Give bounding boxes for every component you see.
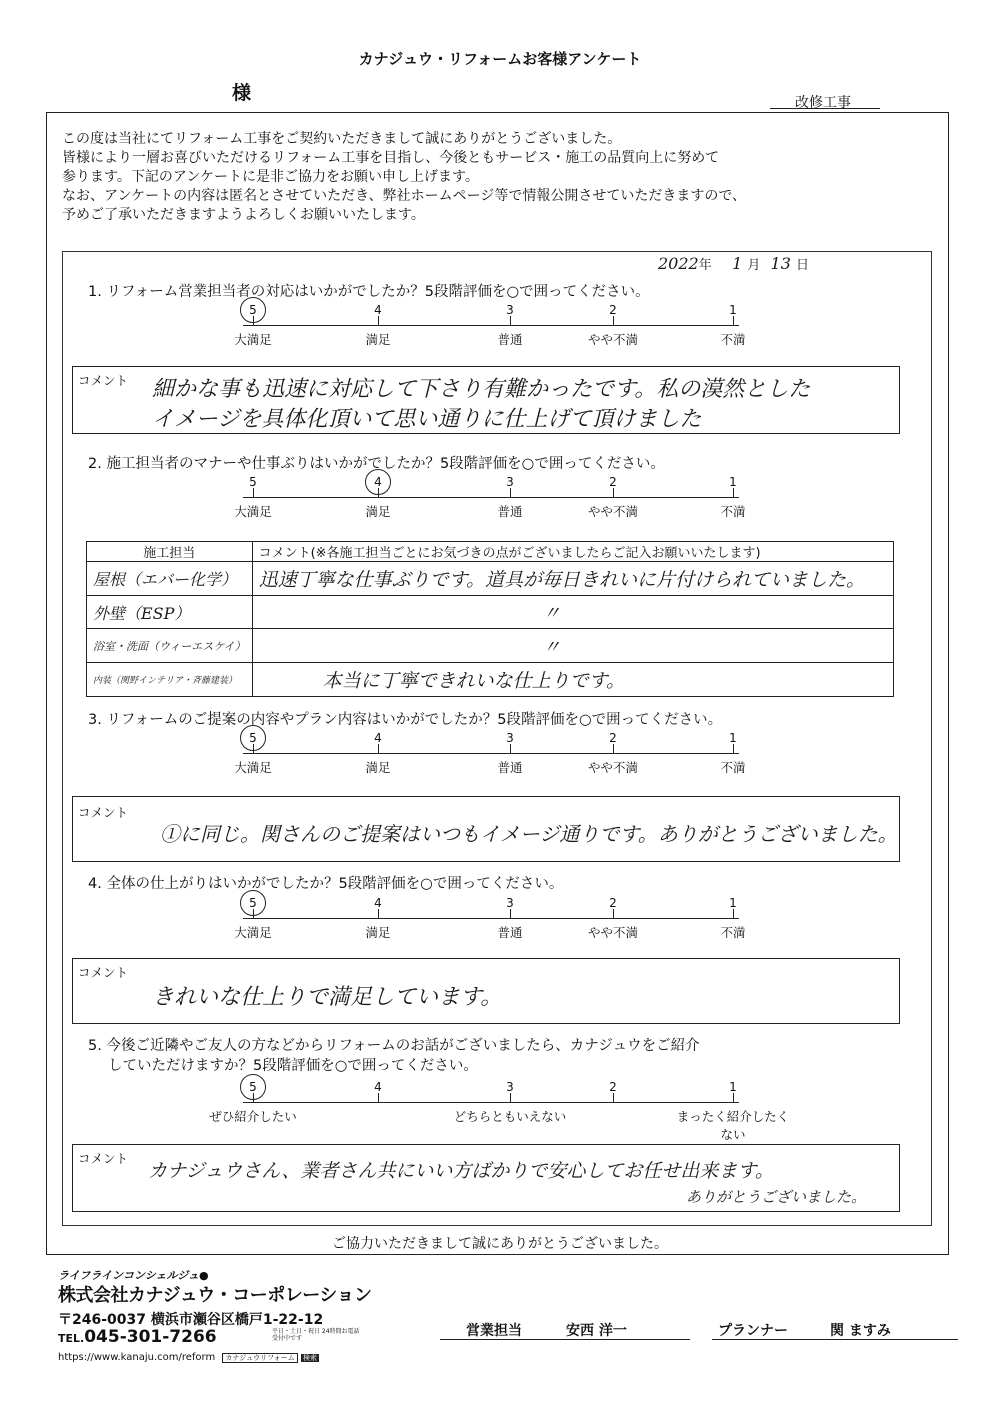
q5-selected-rating[interactable]	[240, 1074, 266, 1100]
q5-scale-label: どちらともいえない	[453, 1109, 567, 1124]
q2-scale-line	[243, 497, 739, 498]
search-badge: 検索	[302, 1354, 317, 1362]
q3-scale-number: 4	[374, 731, 382, 745]
q2-scale-tick	[510, 488, 511, 498]
q5-scale-label: まったく紹介したくない	[676, 1109, 790, 1142]
staff-name: 屋根（エバー化学）	[87, 562, 253, 596]
q3-scale-tick	[510, 744, 511, 754]
q3-scale-number: 1	[729, 731, 737, 745]
q3-scale-line	[243, 753, 739, 754]
q5-scale-number: 2	[609, 1080, 617, 1094]
q4-scale-number: 5	[249, 896, 257, 910]
q4-comment-tag: コメント	[78, 965, 129, 980]
q4-comment-line1[interactable]: きれいな仕上りで満足しています。	[152, 985, 503, 1010]
q4-selected-rating[interactable]	[240, 890, 266, 916]
q1-scale-number: 3	[506, 303, 514, 317]
q4-scale-tick	[510, 909, 511, 919]
planner-underline	[712, 1339, 958, 1340]
q1-comment-line1[interactable]: 細かな事も迅速に対応して下さり有難かったです。私の漠然とした	[152, 377, 811, 402]
q3-comment-tag: コメント	[78, 805, 129, 820]
q1-comment-tag: コメント	[78, 373, 129, 388]
date-day-unit: 日	[796, 258, 810, 273]
q1-scale-number: 2	[609, 303, 617, 317]
q2-scale-tick	[253, 488, 254, 498]
q3-scale-number: 3	[506, 731, 514, 745]
q1-scale-tick	[613, 316, 614, 326]
q2-scale-label: 大満足	[234, 504, 272, 519]
company-address: 〒246-0037 横浜市瀬谷区橋戸1-22-12	[58, 1312, 324, 1328]
q4-scale-label: 満足	[365, 925, 391, 940]
staff-row	[87, 562, 894, 596]
q5-scale-tick	[733, 1093, 734, 1103]
survey-title: カナジュウ・リフォームお客様アンケート	[358, 50, 642, 68]
q1-scale-number: 1	[729, 303, 737, 317]
date-year: 2022	[658, 254, 699, 273]
q1-scale-tick	[733, 316, 734, 326]
q5-question-line2: していただけますか？5段階評価を○で囲ってください。	[108, 1058, 478, 1074]
phone-number: 045-301-7266	[84, 1327, 217, 1347]
q3-scale-tick	[378, 744, 379, 754]
q2-scale-number: 1	[729, 475, 737, 489]
company-name: 株式会社カナジュウ・コーポレーション	[58, 1285, 372, 1306]
q2-scale-number: 4	[374, 475, 382, 489]
staff-table-header-staff: 施工担当	[87, 542, 253, 562]
customer-honorific: 様	[232, 82, 252, 104]
q4-question: 4. 全体の仕上がりはいかがでしたか？5段階評価を○で囲ってください。	[88, 876, 564, 892]
q4-scale-number: 3	[506, 896, 514, 910]
q4-scale-tick	[378, 909, 379, 919]
url-badge: カナジュウリフォーム	[222, 1353, 297, 1363]
q1-scale-label: 満足	[365, 332, 391, 347]
q1-scale-label: 不満	[720, 332, 746, 347]
q3-scale-tick	[613, 744, 614, 754]
q2-scale-number: 5	[249, 475, 257, 489]
q4-scale-tick	[613, 909, 614, 919]
date-month: 1	[732, 254, 743, 273]
staff-table	[86, 541, 894, 697]
q2-scale-label: 不満	[720, 504, 746, 519]
q4-scale-line	[243, 918, 739, 919]
q2-scale-tick	[733, 488, 734, 498]
sales-label: 営業担当	[466, 1323, 522, 1339]
date-day: 13	[770, 254, 791, 273]
q1-comment-line2[interactable]: イメージを具体化頂いて思い通りに仕上げて頂けました	[152, 407, 702, 432]
staff-name: 内装（関野インテリア・斉藤建装）	[87, 662, 253, 696]
q1-scale-tick	[510, 316, 511, 326]
q4-scale-number: 2	[609, 896, 617, 910]
q1-scale-label: 大満足	[234, 332, 272, 347]
q2-scale-tick	[613, 488, 614, 498]
q4-scale-label: 普通	[497, 925, 523, 940]
q2-scale-label: 満足	[365, 504, 391, 519]
q4-scale-number: 4	[374, 896, 382, 910]
q5-scale-tick	[613, 1093, 614, 1103]
q3-question: 3. リフォームのご提案の内容やプラン内容はいかがでしたか？5段階評価を○で囲ってください。	[88, 712, 723, 728]
q1-scale-number: 5	[249, 303, 257, 317]
q4-scale-label: 大満足	[234, 925, 272, 940]
date-month-unit: 月	[747, 258, 761, 273]
q3-scale-label: やや不満	[587, 760, 638, 775]
q1-scale-line	[243, 325, 739, 326]
q5-scale-tick	[378, 1093, 379, 1103]
q1-scale-tick	[378, 316, 379, 326]
q4-scale-label: やや不満	[587, 925, 638, 940]
planner-label: プランナー	[718, 1323, 788, 1339]
q2-question: 2. 施工担当者のマナーや仕事ぶりはいかがでしたか？5段階評価を○で囲ってください。	[88, 456, 665, 472]
staff-row	[87, 596, 894, 629]
q5-scale-tick	[510, 1093, 511, 1103]
sales-name: 安西 洋一	[566, 1323, 627, 1339]
q4-scale-number: 1	[729, 896, 737, 910]
q5-comment-tag: コメント	[78, 1151, 129, 1166]
work-type-underline	[770, 108, 880, 109]
q2-scale-number: 2	[609, 475, 617, 489]
q5-scale-number: 5	[249, 1080, 257, 1094]
q5-comment-line2[interactable]: ありがとうございました。	[686, 1188, 867, 1206]
q5-scale-number: 3	[506, 1080, 514, 1094]
staff-row	[87, 662, 894, 696]
phone-prefix: TEL.	[58, 1332, 85, 1345]
staff-name: 外壁（ESP）	[87, 596, 253, 629]
closing-thanks: ご協力いただきまして誠にありがとうございました。	[332, 1236, 668, 1252]
survey-date	[658, 254, 809, 273]
work-type: 改修工事	[795, 95, 851, 111]
q2-selected-rating[interactable]	[365, 469, 391, 495]
q3-scale-tick	[733, 744, 734, 754]
q3-scale-label: 満足	[365, 760, 391, 775]
q1-scale-label: やや不満	[587, 332, 638, 347]
q3-scale-label: 普通	[497, 760, 523, 775]
q1-selected-rating[interactable]	[240, 297, 266, 323]
q5-question-line1: 5. 今後ご近隣やご友人の方などからリフォームのお話がございましたら、カナジュウをご紹介	[88, 1038, 700, 1054]
company-phone	[58, 1327, 217, 1347]
q1-scale-number: 4	[374, 303, 382, 317]
q3-scale-number: 5	[249, 731, 257, 745]
q3-selected-rating[interactable]	[240, 725, 266, 751]
staff-comment[interactable]: 迅速丁寧な仕事ぶりです。道具が毎日きれいに片付けられていました。	[252, 562, 893, 596]
staff-table-header-comment: コメント(※各施工担当ごとにお気づきの点がございましたらご記入お願いいたします)	[252, 542, 893, 562]
date-year-unit: 年	[698, 258, 712, 273]
q4-scale-tick	[733, 909, 734, 919]
planner-name: 関 ますみ	[830, 1323, 891, 1339]
q3-scale-label: 不満	[720, 760, 746, 775]
q2-scale-number: 3	[506, 475, 514, 489]
q3-scale-label: 大満足	[234, 760, 272, 775]
staff-comment[interactable]: 本当に丁寧できれいな仕上りです。	[252, 662, 893, 696]
q3-comment-line1[interactable]: ①に同じ。関さんのご提案はいつもイメージ通りです。ありがとうございました。	[160, 822, 898, 846]
staff-comment[interactable]: 〃	[252, 596, 893, 629]
q5-scale-number: 4	[374, 1080, 382, 1094]
staff-comment[interactable]: 〃	[252, 629, 893, 662]
q2-scale-label: やや不満	[587, 504, 638, 519]
staff-row	[87, 629, 894, 662]
phone-hours: 平日・土日・祝日 24時間お電話受付中です	[272, 1328, 360, 1342]
sales-underline	[440, 1339, 690, 1340]
q1-question: 1. リフォーム営業担当者の対応はいかがでしたか？5段階評価を○で囲ってください。	[88, 284, 650, 300]
q5-scale-number: 1	[729, 1080, 737, 1094]
q4-scale-label: 不満	[720, 925, 746, 940]
staff-name: 浴室・洗面（ウィーエスケイ）	[87, 629, 253, 662]
q5-comment-line1[interactable]: カナジュウさん、業者さん共にいい方ばかりで安心してお任せ出来ます。	[148, 1160, 774, 1182]
intro-text: この度は当社にてリフォーム工事をご契約いただきまして誠にありがとうございました。 皆様により一層お喜びいただけるリフォーム工事を目指し、今後ともサービス・施工の品質向上に努めて 参ります。下記のアンケートに是非ご協力をお願い申し上げます。 なお、アンケートの内容は匿名とさせていただき、弊社ホームページ等で情報公開させていただきますので、 予めご了承いただきますようよろしくお願いいたします。	[62, 131, 747, 223]
q1-scale-label: 普通	[497, 332, 523, 347]
company-tagline: ライフラインコンシェルジュ●	[58, 1269, 209, 1282]
q5-scale-line	[243, 1102, 739, 1103]
company-url[interactable]: https://www.kanaju.com/reform	[58, 1352, 216, 1363]
company-url-row	[58, 1352, 319, 1363]
q5-scale-label: ぜひ紹介したい	[209, 1109, 297, 1124]
q3-scale-number: 2	[609, 731, 617, 745]
q2-scale-label: 普通	[497, 504, 523, 519]
